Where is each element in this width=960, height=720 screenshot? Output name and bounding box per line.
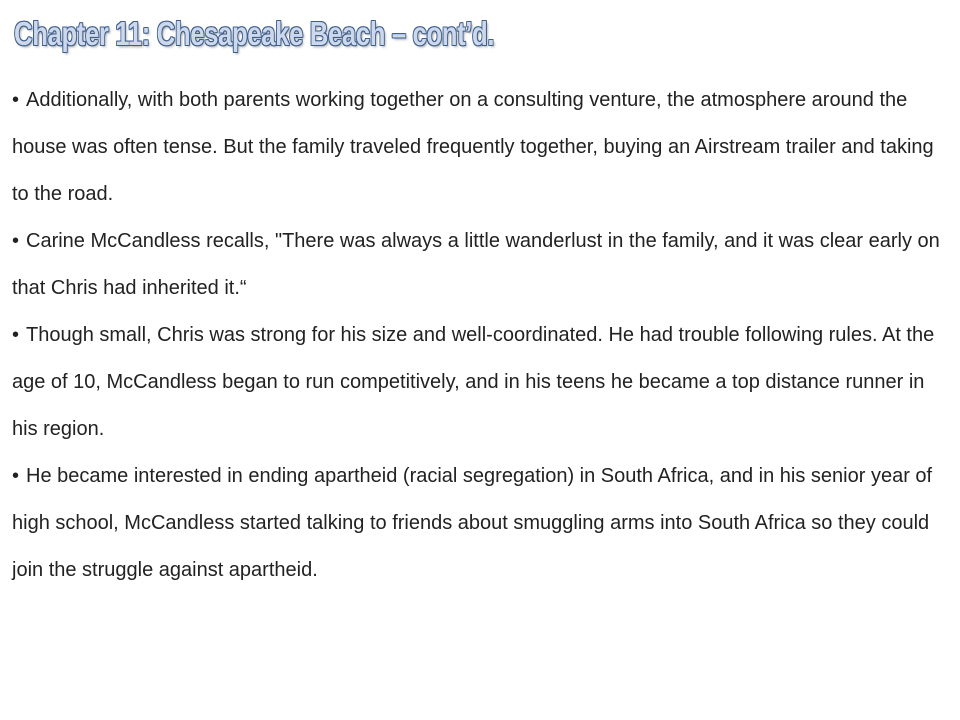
slide-title: Chapter 11: Chesapeake Beach – cont’d. (14, 15, 495, 52)
bullet-marker: • (12, 89, 20, 111)
list-item (12, 77, 952, 218)
bullet-text: He became interested in ending apartheid (racial segregation) in South Africa, and in his senior year of high school, McCandless started talking to friends about smuggling arms into South Africa so they could join the struggle against apartheid. (12, 465, 933, 581)
bullet-text: Additionally, with both parents working together on a consulting venture, the atmosphere around the house was often tense. But the family traveled frequently together, buying an Airstream trailer and taking to the road. (12, 89, 934, 205)
bullet-marker: • (12, 465, 20, 487)
bullet-text: Carine McCandless recalls, "There was always a little wanderlust in the family, and it was clear early on that Chris had inherited it.“ (12, 230, 940, 299)
bullet-marker: • (12, 230, 20, 252)
bullet-text: Though small, Chris was strong for his size and well-coordinated. He had trouble following rules. At the age of 10, McCandless began to run competitively, and in his teens he became a top distance runner in his region. (12, 324, 935, 440)
bullet-list (12, 77, 952, 594)
list-item (12, 453, 952, 594)
list-item (12, 218, 952, 312)
list-item (12, 312, 952, 453)
bullet-marker: • (12, 324, 20, 346)
